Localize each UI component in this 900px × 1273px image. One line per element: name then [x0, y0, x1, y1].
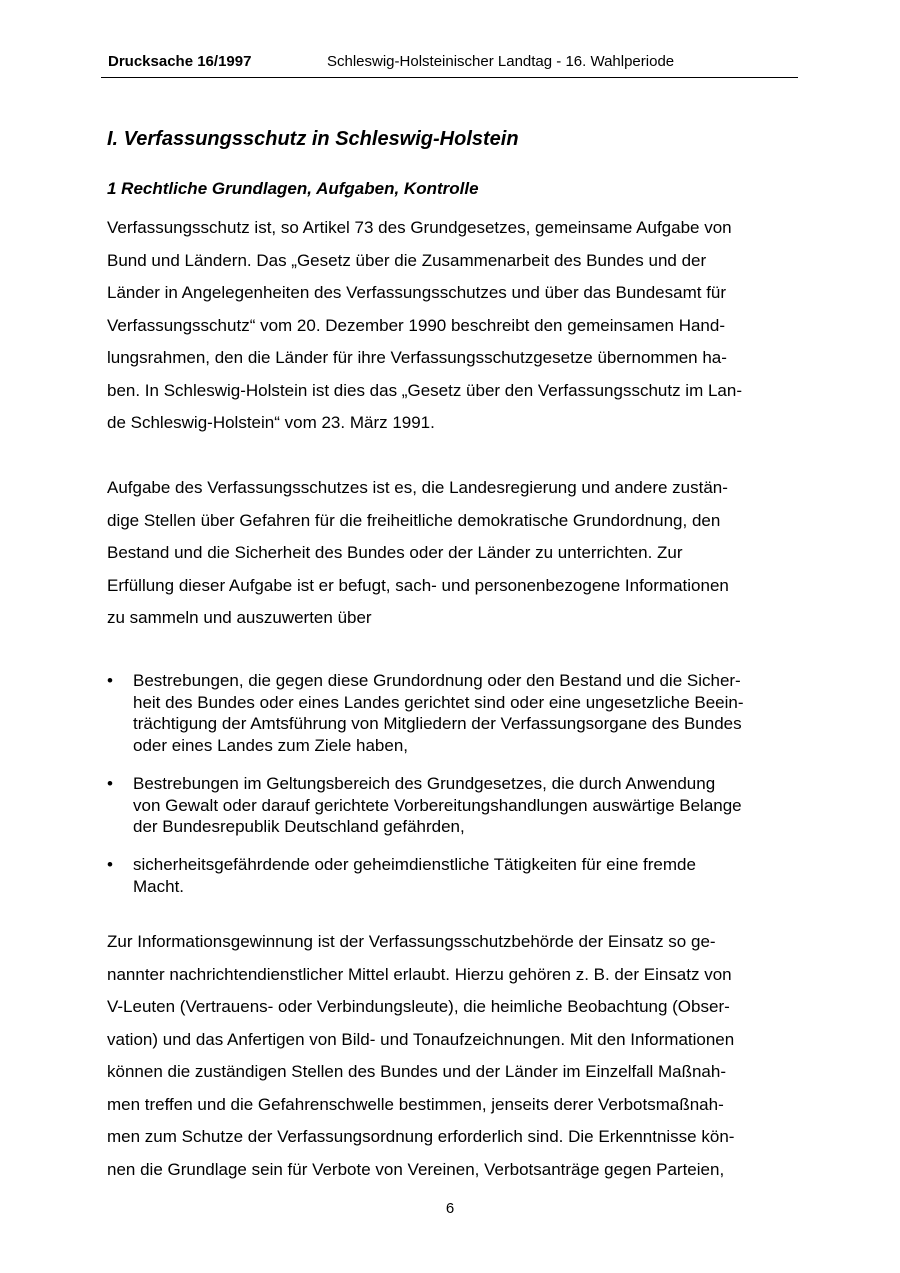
text-line: V-Leuten (Vertrauens- oder Verbindungsleute), die heimliche Beobachtung (Obser-: [107, 997, 730, 1016]
text-line: lungsrahmen, den die Länder für ihre Verfassungsschutzgesetze übernommen ha-: [107, 348, 727, 367]
text-line: Verfassungsschutz“ vom 20. Dezember 1990 beschreibt den gemeinsamen Hand-: [107, 315, 726, 335]
text-line: de Schleswig-Holstein“ vom 23. März 1991.: [107, 413, 435, 432]
text-line: Macht.: [133, 876, 185, 896]
list-item: [107, 854, 797, 897]
text-line: trächtigung der Amtsführung von Mitgliedern der Verfassungsorgane des Bundes: [133, 714, 742, 734]
text-line: zu sammeln und auszuwerten über: [107, 608, 372, 627]
text-line: vation) und das Anfertigen von Bild- und Tonaufzeichnungen. Mit den Informationen: [107, 1029, 735, 1049]
section-heading: 1 Rechtliche Grundlagen, Aufgaben, Kontrolle: [107, 179, 479, 198]
text-line: Zur Informationsgewinnung ist der Verfassungsschutzbehörde der Einsatz so ge-: [107, 932, 716, 951]
document-number: Drucksache 16/1997: [108, 53, 252, 70]
paragraph-legal-basis: [107, 212, 797, 440]
chapter-heading: I. Verfassungsschutz in Schleswig-Holstein: [107, 128, 519, 150]
text-line: nannter nachrichtendienstlicher Mittel erlaubt. Hierzu gehören z. B. der Einsatz von: [107, 964, 732, 984]
text-line: heit des Bundes oder eines Landes gerichtet sind oder eine ungesetzliche Beein-: [133, 692, 744, 712]
paragraph-tasks: [107, 472, 797, 635]
text-line: men treffen und die Gefahrenschwelle bestimmen, jenseits derer Verbotsmaßnah-: [107, 1094, 724, 1114]
text-line: Bestand und die Sicherheit des Bundes oder der Länder zu unterrichten. Zur: [107, 543, 683, 562]
text-line: der Bundesrepublik Deutschland gefährden,: [133, 817, 465, 837]
text-line: men zum Schutze der Verfassungsordnung erforderlich sind. Die Erkenntnisse kön-: [107, 1127, 735, 1146]
text-line: nen die Grundlage sein für Verbote von Vereinen, Verbotsanträge gegen Parteien,: [107, 1159, 725, 1179]
list-item: [107, 670, 797, 757]
text-line: Länder in Angelegenheiten des Verfassungsschutzes und über das Bundesamt für: [107, 283, 727, 302]
bullet-icon: •: [107, 773, 113, 793]
bullet-icon: •: [107, 854, 113, 874]
paragraph-methods: [107, 926, 797, 1186]
text-line: Bund und Ländern. Das „Gesetz über die Zusammenarbeit des Bundes und der: [107, 250, 707, 270]
list-item: [107, 773, 797, 838]
text-line: Erfüllung dieser Aufgabe ist er befugt, sach- und personenbezogene Informationen: [107, 575, 729, 595]
text-line: Verfassungsschutz ist, so Artikel 73 des Grundgesetzes, gemeinsame Aufgabe von: [107, 218, 732, 237]
text-line: sicherheitsgefährdende oder geheimdienstliche Tätigkeiten für eine fremde: [133, 854, 696, 874]
page-number: 6: [445, 1200, 455, 1217]
page-header: [101, 49, 798, 78]
text-line: Bestrebungen, die gegen diese Grundordnung oder den Bestand und die Sicher-: [133, 671, 741, 690]
institution-title: Schleswig-Holsteinischer Landtag - 16. Wahlperiode: [327, 53, 675, 70]
text-line: dige Stellen über Gefahren für die freiheitliche demokratische Grundordnung, den: [107, 510, 721, 530]
text-line: können die zuständigen Stellen des Bundes und der Länder im Einzelfall Maßnah-: [107, 1062, 727, 1081]
text-line: von Gewalt oder darauf gerichtete Vorbereitungshandlungen auswärtige Belange: [133, 795, 742, 815]
bullet-icon: •: [107, 671, 113, 690]
text-line: oder eines Landes zum Ziele haben,: [133, 736, 409, 756]
text-line: Bestrebungen im Geltungsbereich des Grundgesetzes, die durch Anwendung: [133, 773, 716, 793]
bullet-list: [107, 670, 797, 913]
text-line: ben. In Schleswig-Holstein ist dies das „Gesetz über den Verfassungsschutz im Lan-: [107, 380, 742, 400]
text-line: Aufgabe des Verfassungsschutzes ist es, die Landesregierung und andere zustän-: [107, 478, 728, 497]
